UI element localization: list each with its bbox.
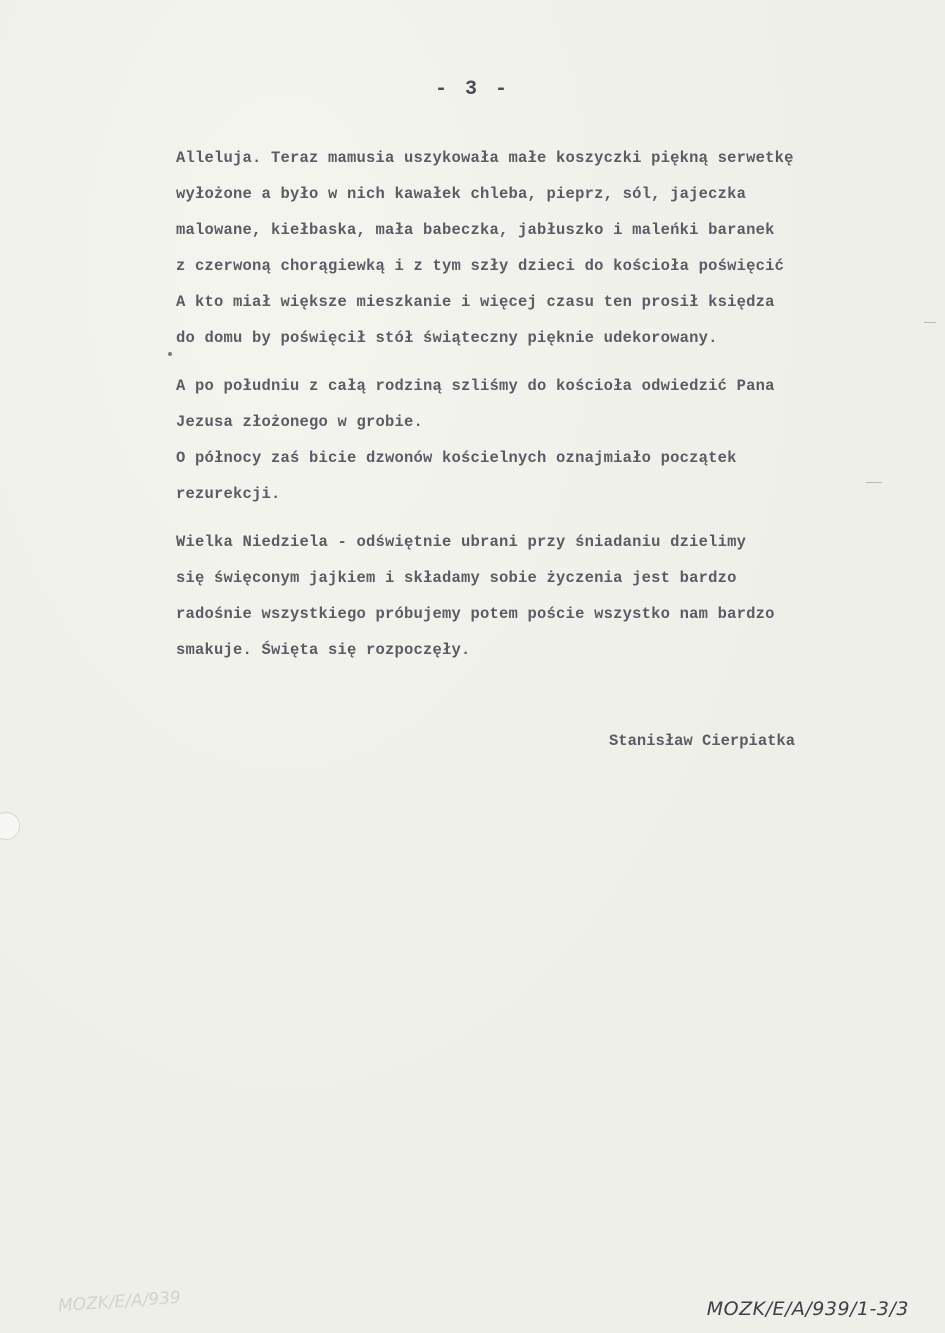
text-line: malowane, kiełbaska, mała babeczka, jabłuszko i maleńki baranek xyxy=(176,221,775,239)
paragraph-3 xyxy=(176,524,945,668)
page-number: - 3 - xyxy=(434,78,510,101)
faint-archive-stamp: MOZK/E/A/939 xyxy=(57,1287,182,1317)
text-line: A kto miał większe mieszkanie i więcej czasu ten prosił księdza xyxy=(176,293,775,311)
text-line: Alleluja. Teraz mamusia uszykowała małe koszyczki piękną serwetkę xyxy=(176,149,794,167)
typed-body-text xyxy=(176,140,945,668)
text-line: smakuje. Święta się rozpoczęły. xyxy=(176,641,471,659)
text-line: z czerwoną chorągiewką i z tym szły dzieci do kościoła poświęcić xyxy=(176,257,785,275)
paragraph-1 xyxy=(176,140,945,356)
text-line: radośnie wszystkiego próbujemy potem poście wszystko nam bardzo xyxy=(176,605,775,623)
text-line: O północy zaś bicie dzwonów kościelnych oznajmiało początek xyxy=(176,449,737,467)
text-line: rezurekcji. xyxy=(176,485,281,503)
paragraph-gap xyxy=(176,512,945,524)
text-line: Jezusa złożonego w grobie. xyxy=(176,413,424,431)
text-line: A po południu z całą rodziną szliśmy do kościoła odwiedzić Pana xyxy=(176,377,775,395)
text-line: się święconym jajkiem i składamy sobie życzenia jest bardzo xyxy=(176,569,737,587)
punch-hole xyxy=(0,812,20,840)
archive-signature: MOZK/E/A/939/1-3/3 xyxy=(706,1298,909,1320)
edge-mark xyxy=(866,482,882,483)
edge-mark xyxy=(924,322,936,323)
text-line: do domu by poświęcił stół świąteczny pięknie udekorowany. xyxy=(176,329,718,347)
text-line: Wielka Niedziela - odświętnie ubrani przy śniadaniu dzielimy xyxy=(176,533,747,551)
paragraph-gap xyxy=(176,356,945,368)
paragraph-2 xyxy=(176,368,945,512)
author-signature: Stanisław Cierpiatka xyxy=(609,732,796,750)
text-line: wyłożone a było w nich kawałek chleba, pieprz, sól, jajeczka xyxy=(176,185,747,203)
margin-dot xyxy=(168,352,172,356)
